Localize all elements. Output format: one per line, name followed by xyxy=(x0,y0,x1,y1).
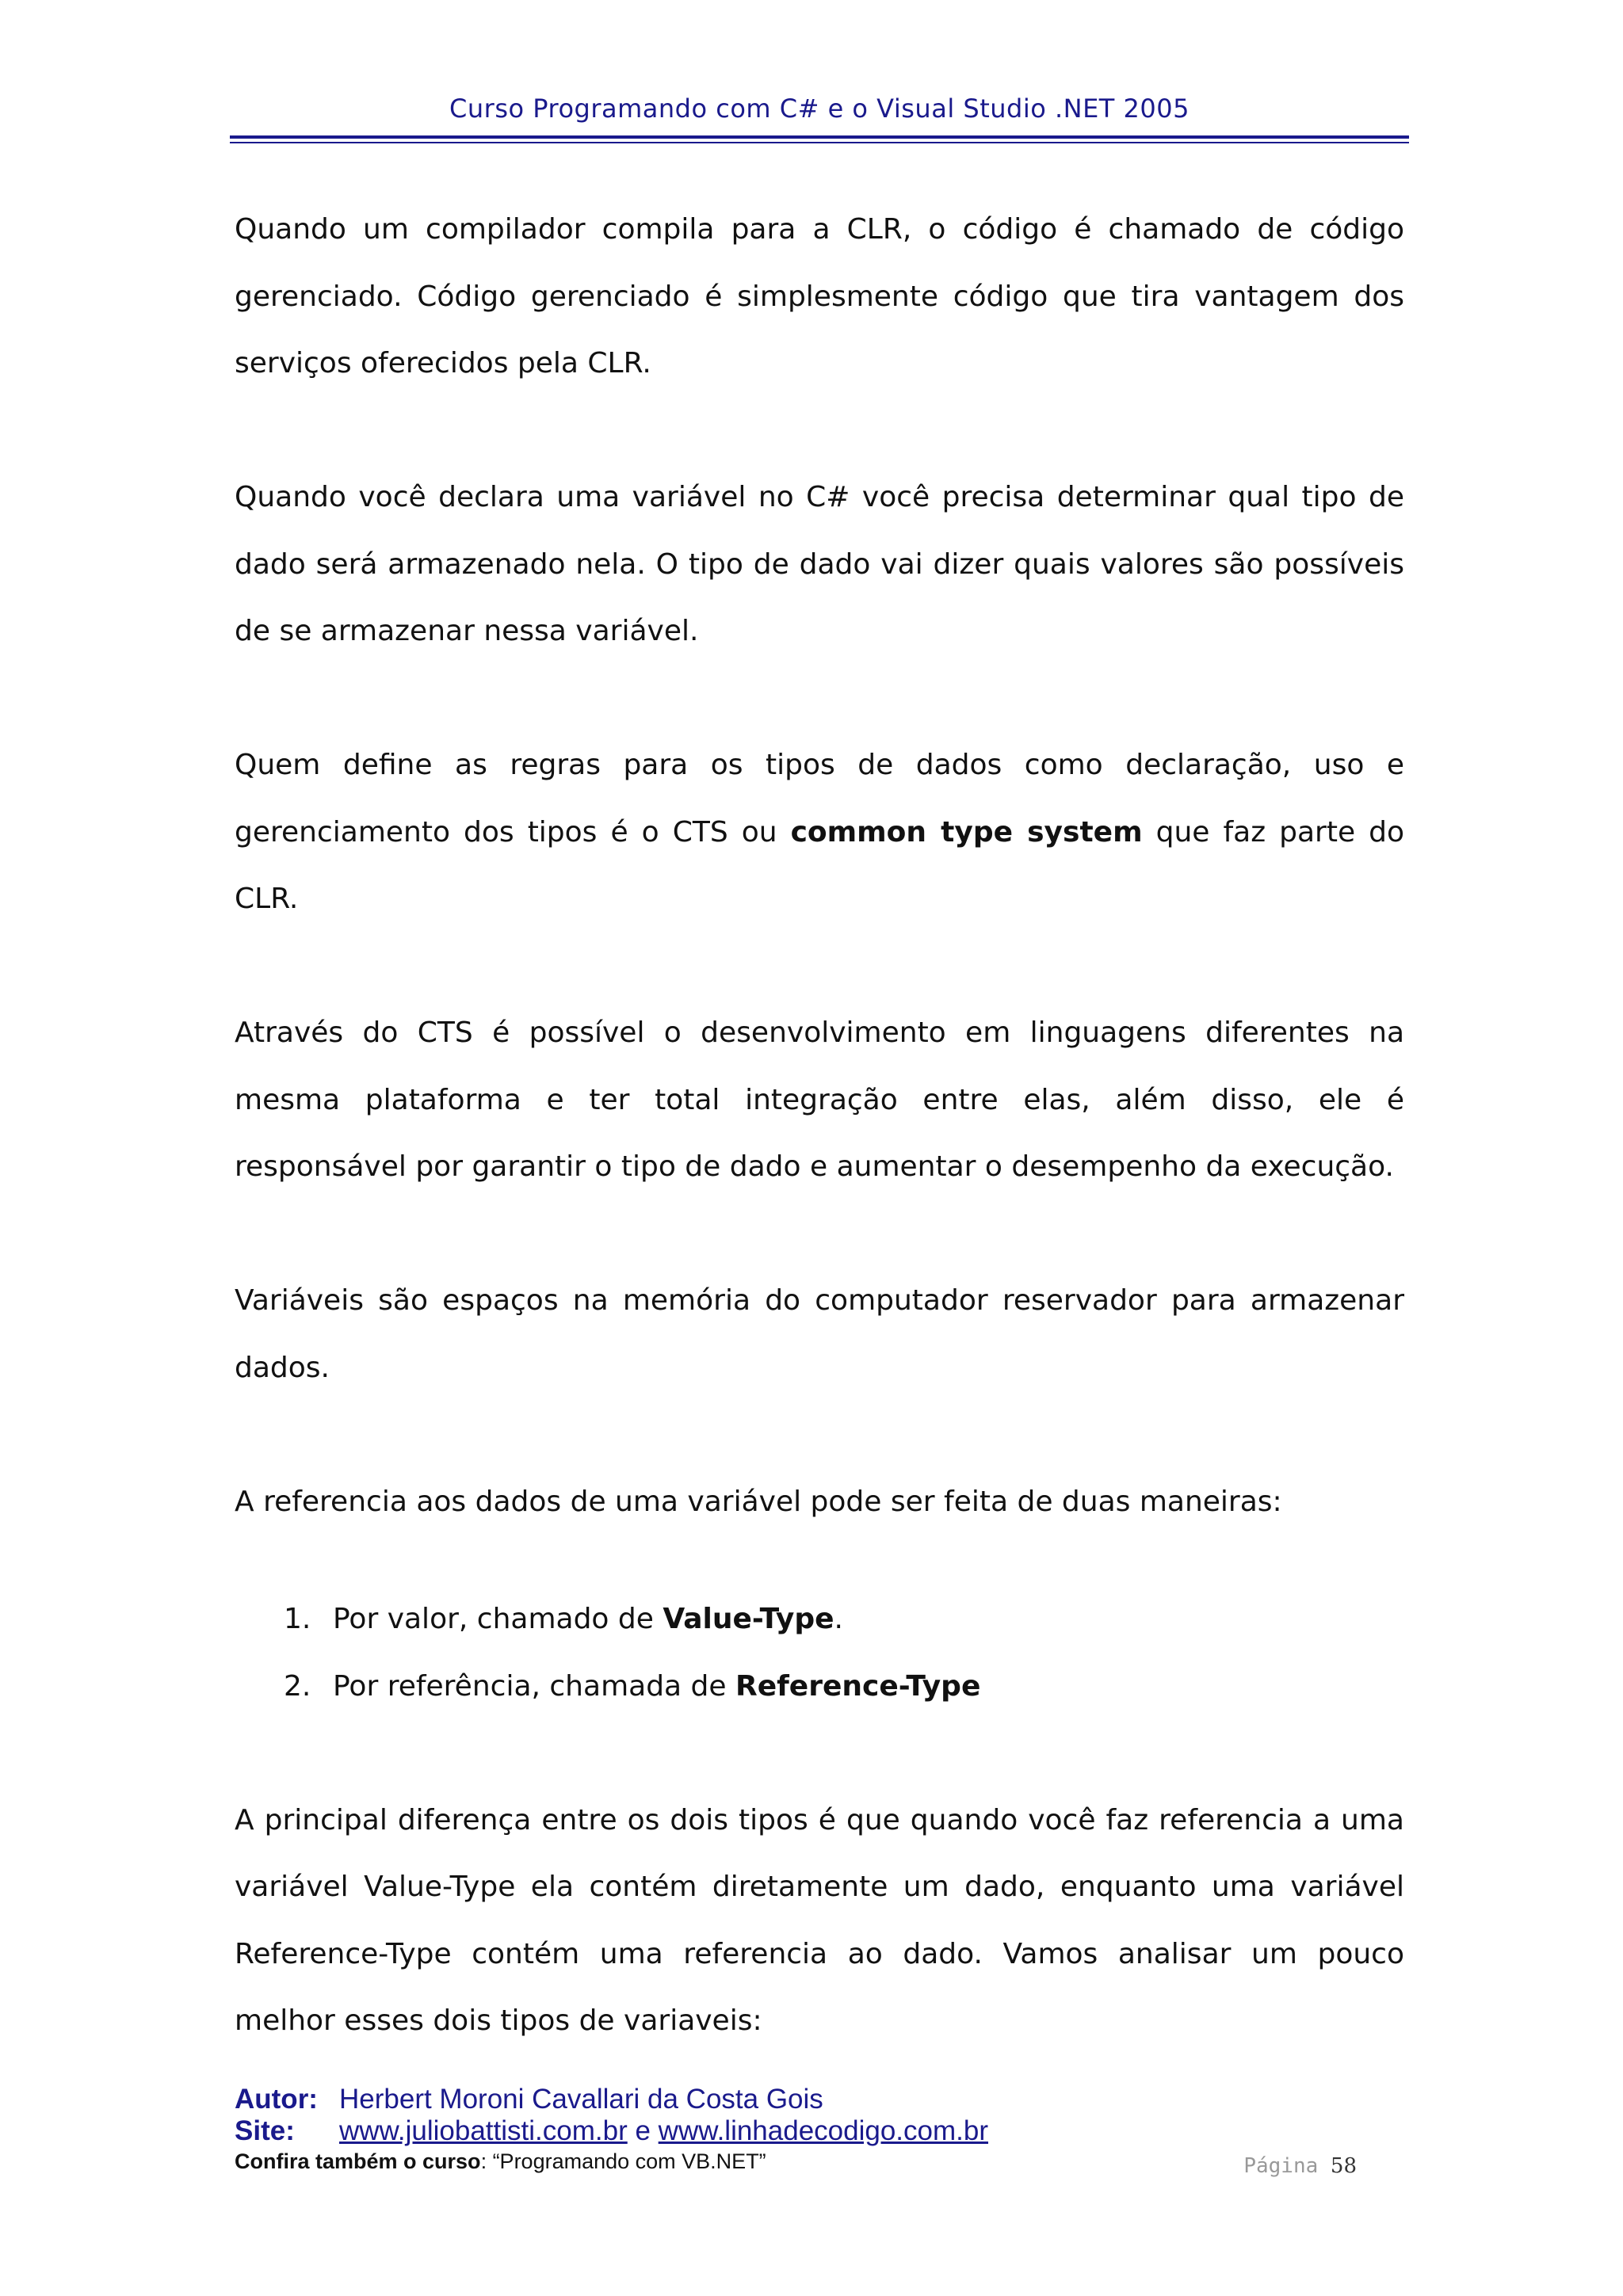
footer-site-separator: e xyxy=(635,2115,651,2146)
paragraph-cts-benefits: Através do CTS é possível o desenvolvimento em linguagens diferentes na mesma plataforma e ter total integração entre elas, além disso, ele é responsável por garantir o tipo de dado e aumentar o desempenho da execução. xyxy=(235,1016,1404,1183)
list-item-after: . xyxy=(834,1603,843,1635)
footer-author-label: Autor: xyxy=(235,2084,318,2115)
list-item-text: Por referência, chamada de xyxy=(333,1669,735,1703)
page-number xyxy=(1243,2154,1357,2178)
header-rule-thin xyxy=(230,142,1409,143)
footer-site-link-1[interactable]: www.juliobattisti.com.br xyxy=(339,2115,628,2146)
footer-author-name: Herbert Moroni Cavallari da Costa Gois xyxy=(339,2084,823,2115)
paragraph-reference-intro: A referencia aos dados de uma variável pode ser feita de duas maneiras: xyxy=(235,1485,1282,1518)
paragraph-variables: Variáveis são espaços na memória do computador reservador para armazenar dados. xyxy=(235,1284,1404,1384)
footer-site-label: Site: xyxy=(235,2115,295,2146)
footer-author-row xyxy=(235,2084,1404,2115)
reference-type-list xyxy=(235,1586,1404,1720)
list-item-number: 2. xyxy=(284,1669,311,1703)
list-item-bold: Value-Type xyxy=(663,1603,834,1635)
list-item xyxy=(235,1586,1404,1653)
page-number-label: Página xyxy=(1243,2154,1319,2178)
list-item-text: Por valor, chamado de xyxy=(333,1603,663,1635)
page-number-value: 58 xyxy=(1330,2154,1357,2178)
paragraph-type-difference: A principal diferença entre os dois tipos é que quando você faz referencia a uma variável Value-Type ela contém diretamente um dado, enquanto uma variável Reference-Type contém uma referencia ao dado. Vamos analisar um pouco melhor esses dois tipos de variaveis: xyxy=(235,1803,1404,2037)
page-header-title: Curso Programando com C# e o Visual Studio .NET 2005 xyxy=(449,93,1190,124)
paragraph-cts-bold: common type system xyxy=(790,815,1143,849)
footer-confira-text: : “Programando com VB.NET” xyxy=(480,2149,766,2173)
list-item-number: 1. xyxy=(284,1603,311,1635)
footer-site-row xyxy=(235,2115,1404,2147)
page-content xyxy=(235,196,1404,2122)
footer-site-link-2[interactable]: www.linhadecodigo.com.br xyxy=(658,2115,988,2146)
list-item-bold: Reference-Type xyxy=(735,1669,981,1703)
paragraph-cts xyxy=(235,732,1404,933)
footer-confira-label: Confira também o curso xyxy=(235,2149,481,2173)
paragraph-variable-declaration: Quando você declara uma variável no C# você precisa determinar qual tipo de dado será armazenado nela. O tipo de dado vai dizer quais valores são possíveis de se armazenar nessa variável. xyxy=(235,481,1404,647)
footer-confira-row xyxy=(235,2147,1404,2176)
page-footer xyxy=(235,2084,1404,2176)
paragraph-managed-code: Quando um compilador compila para a CLR, o código é chamado de código gerenciado. Código gerenciado é simplesmente código que tira vantagem dos serviços oferecidos pela CLR. xyxy=(235,213,1404,379)
list-item xyxy=(235,1653,1404,1721)
header-rule-thick xyxy=(230,135,1409,139)
paragraph-cts-tail: que faz parte do CLR. xyxy=(235,815,1405,915)
paragraph-cts-text: Quem define as regras para os tipos de dados como declaração, uso e gerenciamento dos tipos é o CTS ou xyxy=(235,749,1404,849)
